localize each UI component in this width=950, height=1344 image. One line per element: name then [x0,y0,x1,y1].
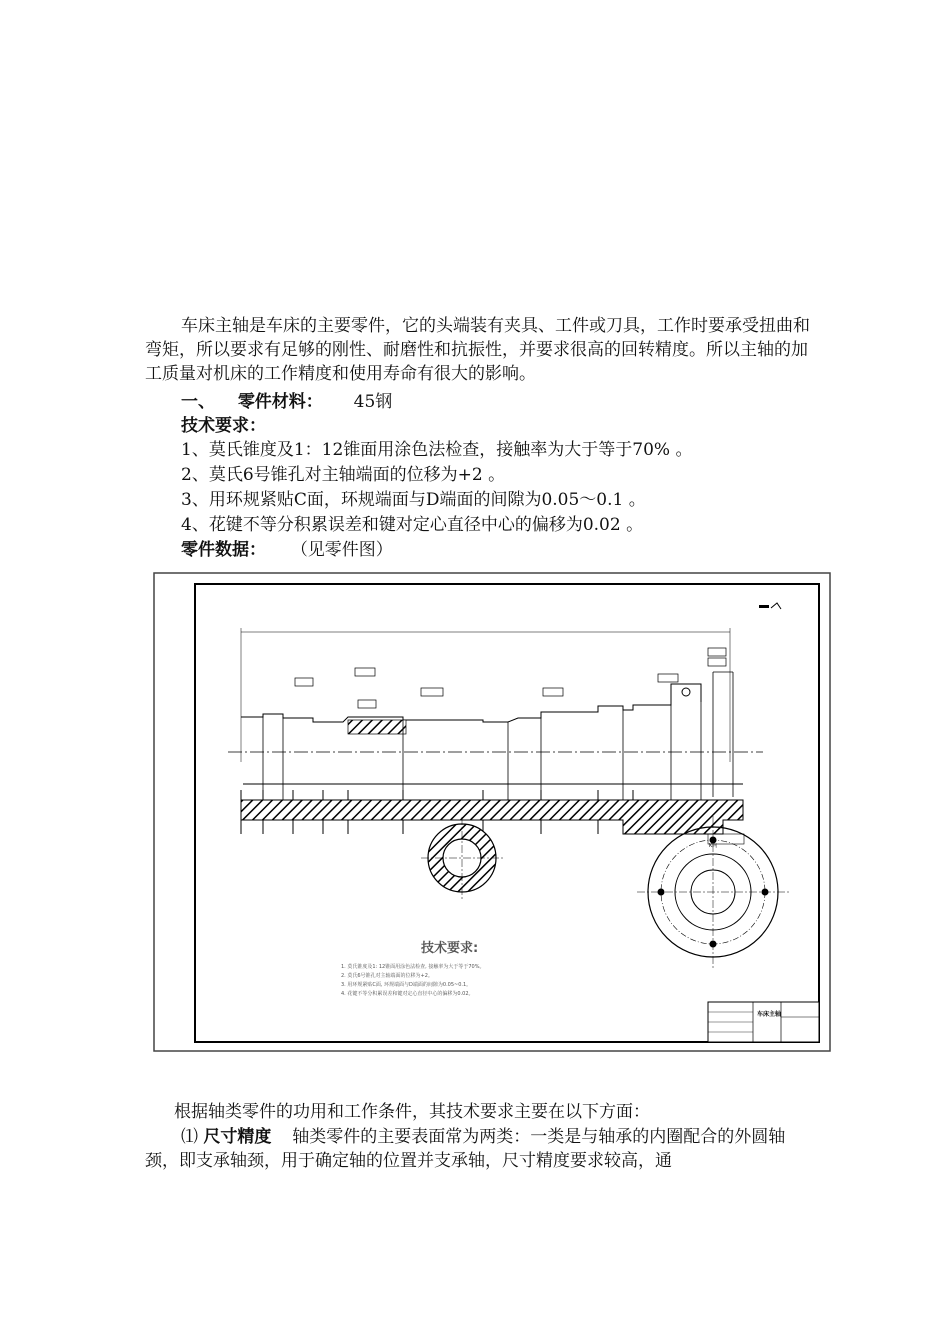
title-block [708,1002,819,1042]
drawing-note-1: 1. 莫氏锥度及1: 12锥面用涂色法检查, 接触率为大于等于70%。 [341,964,485,970]
drawing-note-2: 2. 莫氏6号锥孔对主轴端面的位移为+2。 [341,973,433,979]
material-prefix: 一、 [181,392,215,412]
drawing-tech-title: 技术要求: [421,941,479,956]
precision-paragraph [145,1125,815,1173]
drawing-note-4: 4. 花键不等分积累误差和键对定心直径中心的偏移为0.02。 [341,991,474,997]
drawing-note-3: 3. 用环规紧贴C面, 环规端面与D端面的间隙为0.05~0.1。 [341,982,472,988]
conditions-intro: 根据轴类零件的功用和工作条件，其技术要求主要在以下方面： [174,1102,650,1122]
intro-paragraph: 车床主轴是车床的主要零件，它的头端装有夹具、工件或刀具，工作时要承受扭曲和弯矩，所以要求有足够的刚性、耐磨性和抗振性，并要求很高的回转精度。所以主轴的加工质量对机床的工作精度和使用寿命有很大的影响。 [145,316,810,384]
tech-heading: 技术要求： [181,416,266,436]
precision-label: 尺寸精度 [203,1127,272,1147]
tech-item-2: 2、莫氏6号锥孔对主轴端面的位移为+2 。 [181,465,506,485]
material-line [181,390,392,414]
part-data-value: （见零件图） [290,540,393,560]
material-value: 45钢 [353,392,393,412]
tech-item-4: 4、花键不等分积累误差和键对定心直径中心的偏移为0.02 。 [181,515,644,535]
tech-item-3: 3、用环规紧贴C面，环规端面与D端面的间隙为0.05～0.1 。 [181,490,646,510]
view-label: K向 [709,843,718,849]
precision-number: ⑴ [181,1127,198,1147]
title-block-name: 车床主轴 [757,1011,782,1018]
spindle-drawing [153,572,831,1052]
material-label: 零件材料： [237,392,323,412]
precision-text: 轴类零件的主要表面常为两类：一类是与轴承的内圈配合的外圆轴颈，即支承轴颈，用于确定轴的位置并支承轴，尺寸精度要求较高，通 [145,1127,786,1171]
part-data-label: 零件数据： [181,540,266,560]
part-data-line [181,538,393,562]
tech-item-1: 1、莫氏锥度及1：12锥面用涂色法检查，接触率为大于等于70% 。 [181,440,693,460]
